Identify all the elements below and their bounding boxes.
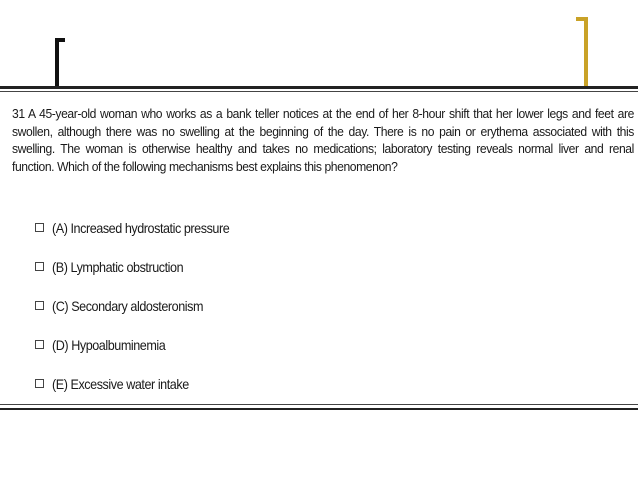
question-text: 31 A 45-year-old woman who works as a bank teller notices at the end of her 8-hour shift that her lower legs and feet are swollen, although there was no swelling at the beginning of the day. There is no pain or erythema associated with this swelling. The woman is otherwise healthy and takes no medications; laboratory testing reveals normal liver and renal function. Which of the following mechanisms best explains this phenomenon? [12,106,634,174]
checkbox-icon[interactable] [35,223,44,232]
option-c[interactable] [35,286,435,325]
option-d[interactable] [35,325,435,364]
right-bracket-decoration [576,17,588,86]
checkbox-icon[interactable] [35,340,44,349]
option-d-label: (D) Hypoalbuminemia [52,336,166,353]
option-b[interactable] [35,247,435,286]
left-bracket-decoration [55,38,65,86]
option-b-label: (B) Lymphatic obstruction [52,258,184,275]
option-e-label: (E) Excessive water intake [52,375,189,392]
option-c-label: (C) Secondary aldosteronism [52,297,204,314]
checkbox-icon[interactable] [35,301,44,310]
top-divider [0,86,638,89]
option-e[interactable] [35,364,435,403]
checkbox-icon[interactable] [35,262,44,271]
bottom-divider [0,408,638,410]
answer-options [35,208,435,403]
bottom-divider-inner [0,404,638,405]
option-a-label: (A) Increased hydrostatic pressure [52,219,230,236]
top-divider-inner [0,91,638,92]
option-a[interactable] [35,208,435,247]
checkbox-icon[interactable] [35,379,44,388]
